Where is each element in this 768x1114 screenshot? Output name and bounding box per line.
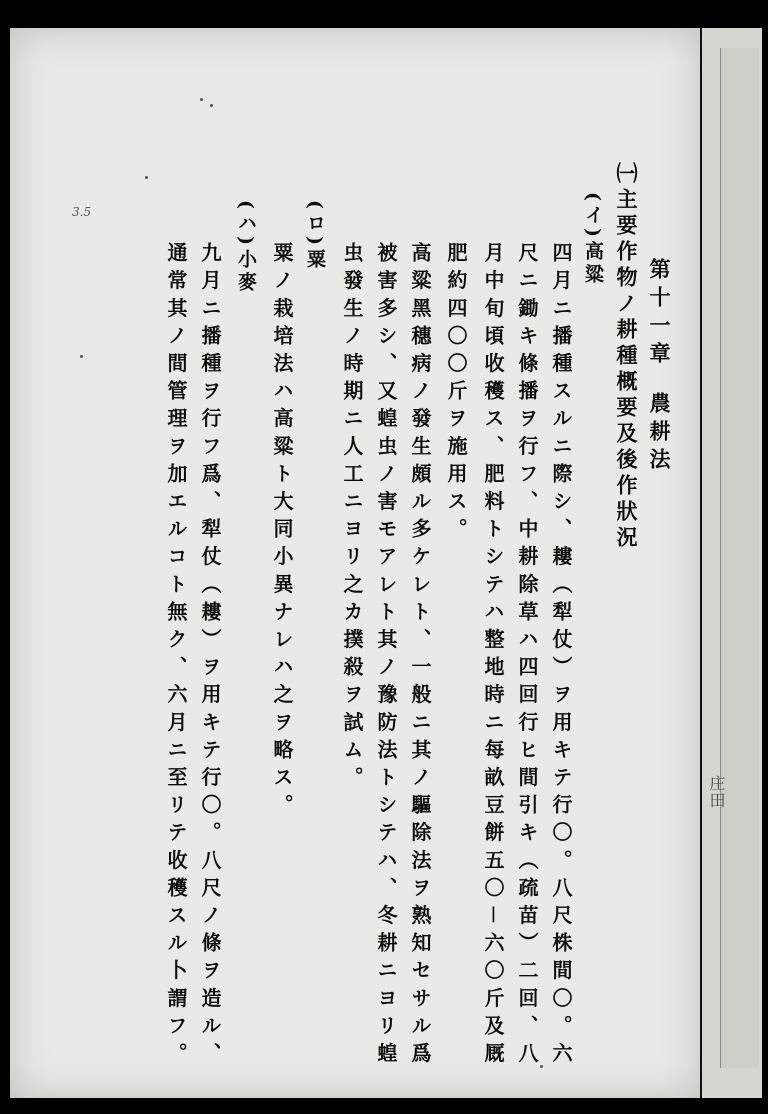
body-line: 四月ニ播種スルニ際シ、耬（犁仗）ヲ用キテ行〇。八尺株間〇。六 (549, 242, 573, 1070)
section-title: ㈠主要作物ノ耕種概要及後作狀況 (614, 162, 639, 552)
chapter-heading (644, 258, 674, 476)
paper-speck (540, 1065, 543, 1068)
body-line: 肥約四〇〇斤ヲ施用ス。 (444, 242, 468, 546)
paper-speck (200, 98, 203, 101)
body-line: 被害多シ、又蝗虫ノ害モアレト其ノ豫防法トシテハ、冬耕ニヨリ蝗 (374, 242, 398, 1070)
body-line: 粟ノ栽培法ハ高粱ト大同小異ナレハ之ヲ略ス。 (270, 242, 294, 822)
paper-speck (145, 176, 148, 179)
body-line: 高粱黑穗病ノ發生頗ル多ケレト、一般ニ其ノ驅除法ヲ熟知セサル爲 (408, 242, 432, 1070)
chapter-title: 農耕法 (647, 392, 672, 476)
body-line: 九月ニ播種ヲ行フ爲、犁仗（耬）ヲ用キテ行〇。八尺ノ條ヲ造ル、 (198, 242, 222, 1070)
paper-speck (210, 104, 213, 107)
body-line: 尺ニ鋤キ條播ヲ行フ、中耕除草ハ四回行ヒ間引キ（疏苗）二回、八 (515, 242, 539, 1070)
subsection-wheat: (ハ)小麥 (235, 200, 257, 295)
page-edge-inner (720, 48, 759, 1068)
edge-mark: 庄田 (707, 775, 726, 809)
page-edge-strip (700, 28, 762, 1098)
paper-speck (80, 355, 83, 358)
body-line: 通常其ノ間管理ヲ加エルコト無ク、六月ニ至リテ收穫スル卜謂フ。 (164, 242, 188, 1070)
subsection-kaoliang: (イ)高粱 (582, 192, 604, 287)
margin-note: 3.5 (72, 205, 92, 219)
chapter-number: 第十一章 (647, 258, 672, 370)
body-line: 虫發生ノ時期ニ人工ニヨリ之カ撲殺ヲ試ム。 (340, 242, 364, 794)
subsection-millet: (ロ)粟 (304, 200, 326, 272)
body-line: 月中旬頃收穫ス、肥料トシテハ整地時ニ每畝豆餅五〇－六〇斤及厩 (481, 242, 505, 1070)
